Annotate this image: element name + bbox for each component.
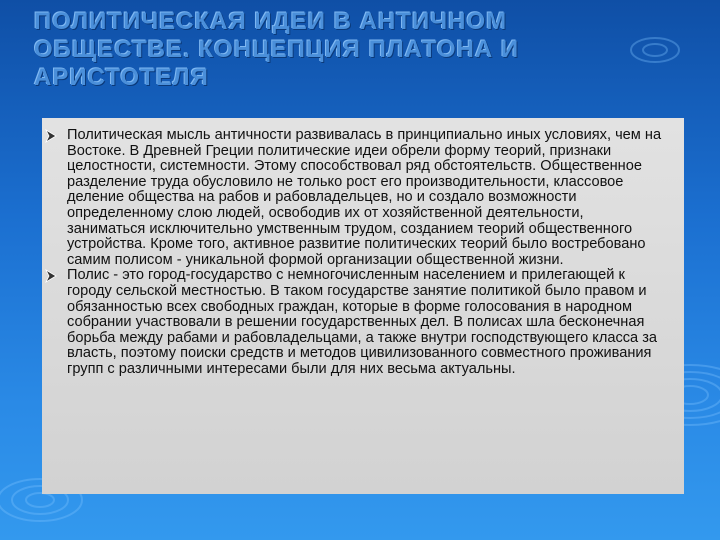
content-panel [42, 118, 684, 494]
list-item [42, 268, 662, 377]
bullet-list [42, 128, 662, 378]
slide-title: ПОЛИТИЧЕСКАЯ ИДЕИ В АНТИЧНОМ ОБЩЕСТВЕ. КОНЦЕПЦИЯ ПЛАТОНА И АРИСТОТЕЛЯ [34, 8, 520, 91]
list-item-text: Полис - это город-государство с немногочисленным населением и прилегающей к городу сельской местностью. В таком государстве занятие политикой было правом и обязанностью всех свободных граждан, которые в форме голосования в народном собрании участвовали в решении государственных дел. В полисах шла бесконечная борьба между рабами и рабовладельцами, а также внутри господствующего класса за власть, поэтому поиски средств и методов цивилизованного совместного проживания групп с различными интересами были для них весьма актуальны. [67, 267, 658, 377]
list-item [42, 128, 662, 268]
arrowhead-bullet-icon [44, 268, 58, 284]
list-item-text: Политическая мысль античности развивалась в принципиально иных условиях, чем на Востоке. В Древней Греции политические идеи обрели форму теорий, признаки целостности, системности. Этому способствовал ряд обстоятельств. Общественное разделение труда обусловило не только рост его производительности, классовое деление общества на рабов и рабовладельцев, но и создало возможности определенному слою людей, освободив их от хозяйственной деятельности, заниматься исключительно умственным трудом, созданием теорий общественного устройства. Кроме того, активное развитие политических теорий было востребовано самим полисом - уникальной формой организации общественной жизни. [67, 127, 662, 268]
arrowhead-bullet-icon [44, 128, 58, 144]
